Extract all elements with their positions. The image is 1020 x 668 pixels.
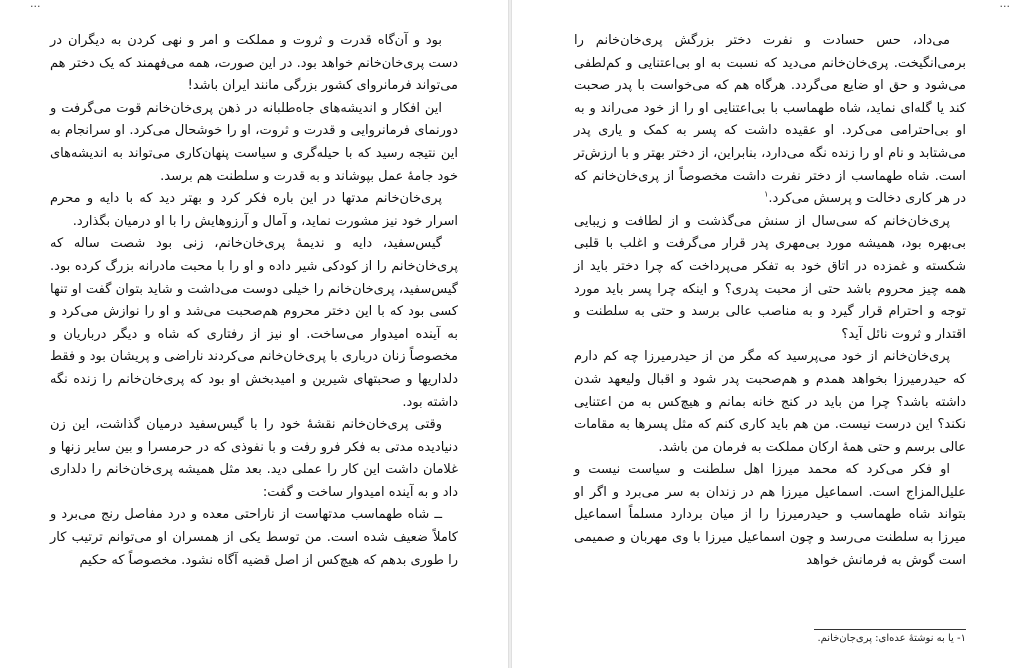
footnote: ۱- یا به نوشتهٔ عده‌ای: پری‌جان‌خانم. bbox=[817, 633, 966, 644]
running-header-left: ... bbox=[30, 0, 41, 9]
paragraph: ــ شاه طهماسب مدتهاست از ناراحتی معده و درد مفاصل رنج می‌برد و کاملاً ضعیف شده است. من توسط یکی از همسران او می‌توانم ترتیب کار را طوری بدهم که هیچ‌کس از اصل قضیه آگاه نشود. مخصوصاً که حکیم bbox=[50, 507, 458, 568]
right-page-body bbox=[574, 30, 966, 572]
left-page-body bbox=[50, 30, 458, 572]
paragraph: گیس‌سفید، دایه و ندیمهٔ پری‌خان‌خانم، زنی بود شصت ساله که پری‌خان‌خانم را از کودکی شیر داده و او را با محبت مادرانه بزرگ کرده بود. گیس‌سفید، پری‌خان‌خانم را خیلی دوست می‌داشت و شاید بتوان گفت او تنها کسی بود که با این دختر محروم هم‌صحبت می‌شد و او را نوازش می‌کرد و به آینده امیدوار می‌ساخت. او نیز از رفتاری که شاه و دیگر درباریان و مخصوصاً زنان درباری با پری‌خان‌خانم می‌کردند ناراضی و پریشان بود و فقط دلداریها و صحبتهای شیرین و امیدبخش او بود که پری‌خان‌خانم را زنده نگه داشته بود. bbox=[50, 236, 458, 410]
footnote-divider bbox=[814, 629, 966, 630]
paragraph bbox=[574, 30, 966, 211]
paragraph-text: می‌داد، حس حسادت و نفرت دختر بزرگش پری‌خان‌خانم را برمی‌انگیخت. پری‌خان‌خانم می‌دید که نسبت به او بی‌اعتنایی و کم‌لطفی می‌شود و حق او ضایع می‌گردد. هرگاه هم که می‌خواست با پدر صحبت کند یا گله‌ای نماید، شاه طهماسب با بی‌اعتنایی او را از خود می‌راند و به او بی‌احترامی می‌کرد. او عقیده داشت که پسر به کمک و یاری پدر می‌شتابد و نام او را زنده نگه می‌دارد، بنابراین، از دختر بهتر و با ارزش‌تر است. شاه طهماسب از دختر نفرت داشت مخصوصاً از پری‌خان‌خانم که در هر کاری دخالت و پرسش می‌کرد. bbox=[574, 33, 966, 207]
paragraph: پری‌خان‌خانم که سی‌سال از سنش می‌گذشت و از لطافت و زیبایی بی‌بهره بود، همیشه مورد بی‌مهری پدر قرار می‌گرفت و اغلب با قلبی شکسته و غمزده در اتاق خود به تفکر می‌پرداخت که چرا دختر باید از همه چیز محروم باشد حتی از محبت پدری؟ و اینکه چرا پسر باید مورد توجه و احترام قرار گیرد و به مناصب عالی برسد و حتی به سلطنت و اقتدار و ثروت نائل آید؟ bbox=[574, 213, 966, 342]
paragraph: وقتی پری‌خان‌خانم نقشهٔ خود را با گیس‌سفید درمیان گذاشت، این زن دنیادیده مدتی به فکر فرو رفت و با نفوذی که در حرمسرا و بین سایر زنها و غلامان داشت این کار را عملی دید. بعد مثل همیشه پری‌خان‌خانم را دلداری داد و به آینده امیدوار ساخت و گفت: bbox=[50, 417, 458, 500]
footnote-marker: ۱ bbox=[764, 189, 769, 199]
paragraph: بود و آن‌گاه قدرت و ثروت و مملکت و امر و نهی کردن به دیگران در دست پری‌خان‌خانم خواهد بود. در این صورت، همه می‌فهمند که یک دختر هم می‌تواند فرمانروای کشور بزرگی مانند ایران باشد! bbox=[50, 33, 458, 94]
right-page bbox=[512, 0, 1020, 668]
paragraph: پری‌خان‌خانم از خود می‌پرسید که مگر من از حیدرمیرزا چه کم دارم که حیدرمیرزا بخواهد همدم و هم‌صحبت پدر شود و اقبال ولیعهد شدن داشته باشد؟ چرا من باید در کنج خانه بمانم و هیچ‌کس به من اعتنایی نکند؟ این درست نیست. من هم باید کاری کنم که مثل پسرها به مقامات عالی برسم و حتی همهٔ ارکان مملکت به فرمان من باشد. bbox=[574, 349, 966, 455]
running-header-right: ... bbox=[999, 0, 1010, 9]
paragraph: این افکار و اندیشه‌های جاه‌طلبانه در ذهن پری‌خان‌خانم قوت می‌گرفت و دورنمای فرمانروایی و قدرت و ثروت، او را خوشحال می‌کرد. او سرانجام به این نتیجه رسید که با حیله‌گری و سیاست پنهان‌کاری می‌تواند به اندیشه‌های خود جامهٔ عمل بپوشاند و به قدرت و سلطنت هم برسد. bbox=[50, 100, 458, 184]
paragraph: پری‌خان‌خانم مدتها در این باره فکر کرد و بهتر دید که با دایه و محرم اسرار خود نیز مشورت نماید، و آمال و آرزوهایش را با او درمیان بگذارد. bbox=[50, 191, 458, 229]
paragraph: او فکر می‌کرد که محمد میرزا اهل سلطنت و سیاست نیست و علیل‌المزاج است. اسماعیل میرزا هم در زندان به سر می‌برد و اگر او بتواند شاه طهماسب و حیدرمیرزا را از میان بردارد مسلماً اسماعیل میرزا به سلطنت می‌رسد و چون اسماعیل میرزا با وی مهربان و صمیمی است گوش به فرمانش خواهد bbox=[574, 462, 966, 568]
left-page bbox=[0, 0, 508, 668]
